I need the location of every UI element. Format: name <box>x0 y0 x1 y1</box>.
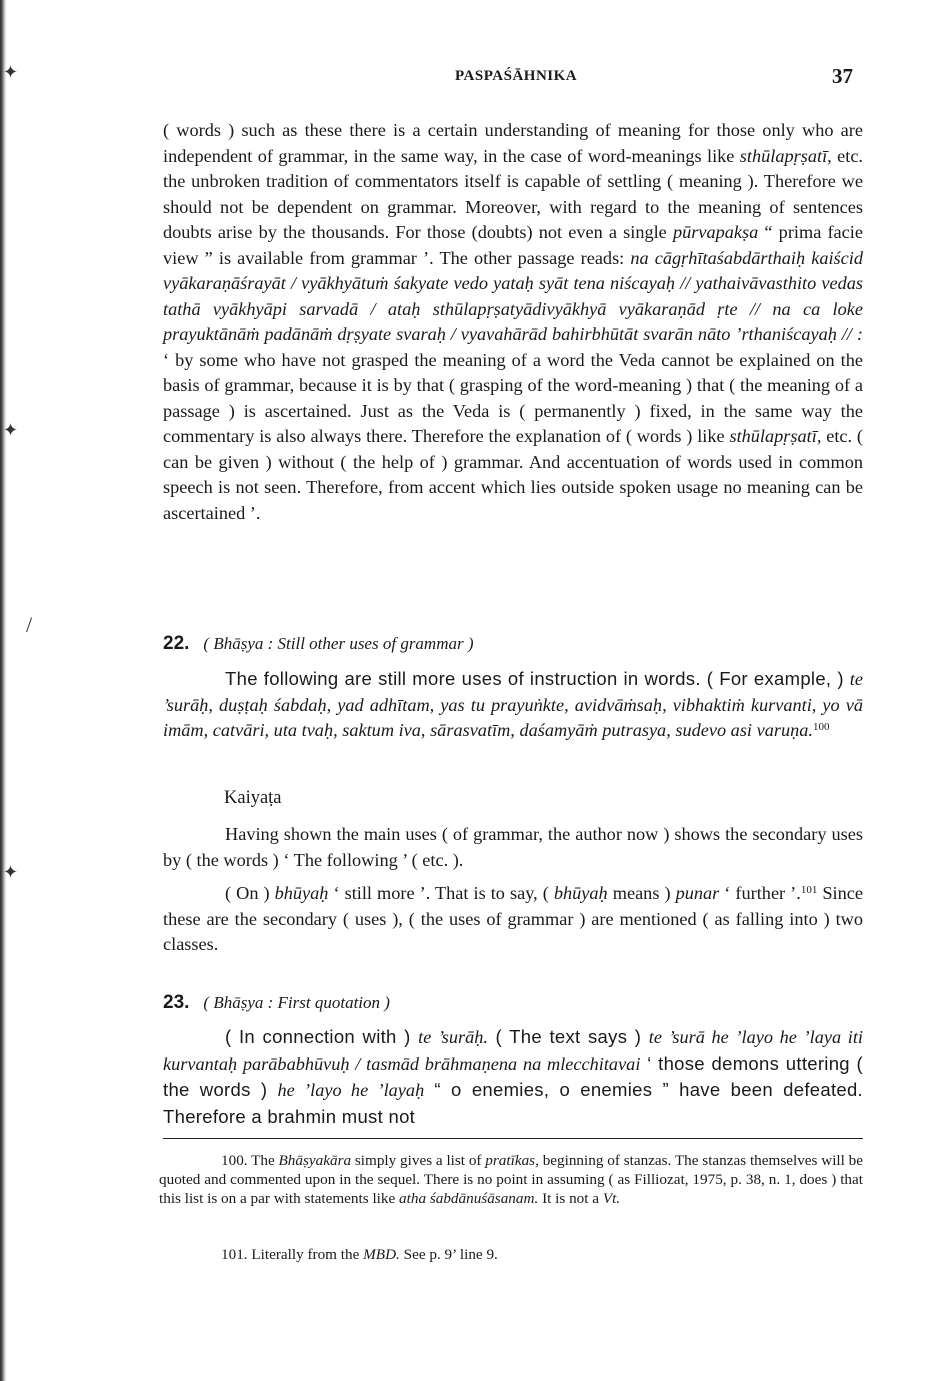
footnote-ref-101: 101 <box>800 884 818 896</box>
margin-slash-mark: / <box>26 612 33 637</box>
section-heading-23: 23. ( Bhāṣya : First quotation ) <box>163 992 390 1013</box>
margin-mark: ✦ <box>3 62 19 82</box>
paragraph-continuation: ( words ) such as these there is a certain understanding of meaning for those only who are independent of grammar, in the same way, in the case of word-meanings like sthūlapṛṣatī, etc. the unbroken tradition of commentators itself is capable of settling ( meaning ). Therefore we should not be dependent on grammar. Moreover, with regard to the meaning of sentences doubts arise by the thousands. For those (doubts) not even a single pūrvapakṣa “ prima facie view ” is available from grammar ’. The other passage reads: na cāgṛhītaśabdārthaiḥ kaiścid vyākaraṇāśrayāt / vyākhyātuṁ śakyate vedo yataḥ syāt tena niścayaḥ // yathaivāvasthito vedas tathā vyākhyāpi sarvadā / ataḥ sthūlapṛṣatyādivyākhyā vyākaraṇād ṛte // na ca loke prayuktānāṁ padānāṁ dṛṣyate svaraḥ / vyavahārād bahirbhūtāt svarān nāto ’rthaniścayaḥ // : ‘ by some who have not grasped the meaning of a word the Veda cannot be explained on the basis of grammar, because it is by that ( grasping of the word-meaning ) that ( the meaning of a passage ) is ascertained. Just as the Veda is ( permanently ) fixed, in the same way the commentary is also always there. Therefore the explanation of ( words ) like sthūlapṛṣatī, etc. ( can be given ) without ( the help of ) grammar. And accentuation of words used in common speech is not seen. Therefore, from accent which lies outside spoken usage no meaning can be ascertained ’. <box>163 120 864 523</box>
page-binding-edge <box>0 0 7 1381</box>
bhasya-22-text: The following are still more uses of instruction in words. ( For example, ) te ’surāḥ, duṣṭaḥ śabdaḥ, yad adhītam, yas tu prayuṅkte, avidvāṁsaḥ, vibhaktiṁ kurvanti, yo vā imām, catvāri, uta tvaḥ, saktum iva, sārasvatīm, daśamyāṁ putrasya, sudevo asi varuṇa.$^{100}$ <box>163 668 863 740</box>
section-heading-22: 22. ( Bhāṣya : Still other uses of grammar ) <box>163 633 474 654</box>
footnote-100: 100. The Bhāṣyakāra simply gives a list of pratīkas, beginning of stanzas. The stanzas themselves will be quoted and commented upon in the sequel. There is no point in assuming ( as Filliozat, 1975, p. 38, n. 1, does ) that this list is on a par with statements like atha śabdānuśāsanam. It is not a Vt. <box>159 1152 864 1207</box>
footnote-ref-100: 100 <box>812 721 830 733</box>
kaiyata-subheading: Kaiyaṭa <box>224 788 282 808</box>
footnote-101: 101. Literally from the MBD. See p. 9’ line 9. <box>221 1246 498 1263</box>
kaiyata-paragraph-2: ( On ) bhūyaḥ ‘ still more ’. That is to say, ( bhūyaḥ means ) punar ‘ further ’.$^{101}$ Since these are the secondary ( uses ), ( the uses of grammar ) are mentioned ( as falling into ) two classes. <box>163 883 863 954</box>
page-number: 37 <box>832 64 853 88</box>
kaiyata-paragraph-1: Having shown the main uses ( of grammar, the author now ) shows the secondary uses by ( the words ) ‘ The following ’ ( etc. ). <box>163 824 863 870</box>
margin-mark: ✦ <box>3 862 19 882</box>
running-title: PASPAŚĀHNIKA <box>455 68 578 84</box>
bhasya-23-text: ( In connection with ) te ’surāḥ. ( The text says ) te ’surā he ’layo he ’laya iti kurvantaḥ parābabhūvuḥ / tasmād brāhmaṇena na mlecchitavai ‘ those demons uttering ( the words ) he ’layo he ’layaḥ “ o enemies, o enemies ” have been defeated. Therefore a brahmin must not <box>163 1026 864 1127</box>
footnote-rule <box>163 1138 863 1139</box>
margin-mark: ✦ <box>3 420 19 440</box>
